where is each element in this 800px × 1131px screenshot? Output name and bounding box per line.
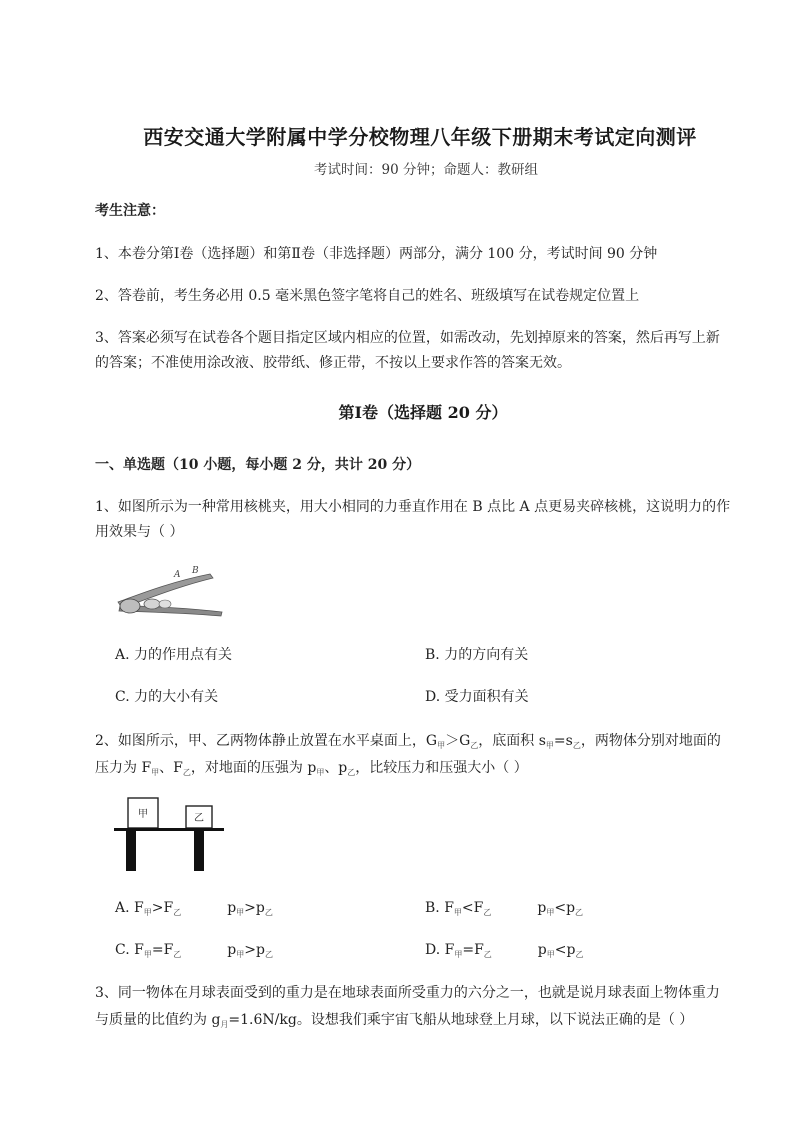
exam-subtitle: 考试时间：90 分钟；命题人：教研组: [314, 162, 538, 178]
question-1-text-cont: 用效果与（ ）: [95, 524, 184, 540]
q1-option-d[interactable]: D. 受力面积有关: [425, 689, 529, 705]
table-figure: [112, 795, 232, 875]
block-yi-label: 乙: [194, 813, 204, 824]
q2-option-d[interactable]: D. $F_甲=F_乙$ $p_甲<p_乙$: [425, 942, 584, 959]
q1-option-c[interactable]: C. 力的大小有关: [115, 689, 219, 705]
question-2-text-cont: 压力为 $F_甲$、$F_乙$，对地面的压强为 $p_甲$、$p_乙$，比较压力和压强大小（ ）: [95, 760, 528, 777]
table-leg-left: [126, 831, 136, 871]
question-1-text: 1、如图所示为一种常用核桃夹，用大小相同的力垂直作用在 B 点比 A 点更易夹碎核桃，这说明力的作: [95, 499, 731, 515]
label-a: A: [174, 570, 181, 580]
q1-option-b[interactable]: B. 力的方向有关: [425, 647, 529, 663]
q2-option-b[interactable]: B. $F_甲<F_乙$ $p_甲<p_乙$: [425, 900, 584, 917]
sub-jia: 甲: [437, 741, 446, 750]
label-b: B: [192, 566, 199, 576]
question-3-text: 3、同一物体在月球表面受到的重力是在地球表面所受重力的六分之一，也就是说月球表面上物体重力: [95, 985, 720, 1001]
question-2-text: 2、如图所示，甲、乙两物体静止放置在水平桌面上，$G_甲>G_乙$，底面积 $s_甲=s_乙$，两物体分别对地面的: [95, 733, 721, 750]
notice-item-1: 1、本卷分第Ⅰ卷（选择题）和第Ⅱ卷（非选择题）两部分，满分 100 分，考试时间 90 分钟: [95, 246, 658, 262]
nutcracker-drawing: [118, 574, 222, 616]
notice-item-3: 3、答案必须写在试卷各个题目指定区域内相应的位置，如需改动，先划掉原来的答案，然后再写上新: [95, 330, 720, 346]
nutcracker-figure: [110, 560, 230, 620]
notice-item-3-cont: 的答案；不准使用涂改液、胶带纸、修正带，不按以上要求作答的答案无效。: [95, 355, 571, 371]
table-top: [114, 828, 224, 831]
sub-yi: 乙: [470, 741, 479, 750]
exam-title: 西安交通大学附属中学分校物理八年级下册期末考试定向测评: [143, 125, 697, 149]
section-title: 第Ⅰ卷（选择题 20 分）: [338, 403, 508, 422]
q2-option-a[interactable]: A. $F_甲>F_乙$ $p_甲>p_乙$: [115, 900, 273, 917]
block-jia-label: 甲: [138, 809, 148, 820]
table-leg-right: [194, 831, 204, 871]
question-3-text-cont: 与质量的比值约为 $g_月=1.6N/kg$。设想我们乘宇宙飞船从地球登上月球，以下说法正确的是（ ）: [95, 1012, 694, 1029]
part-heading: 一、单选题（10 小题，每小题 2 分，共计 20 分）: [95, 457, 421, 473]
sub-yue: 月: [220, 1020, 229, 1029]
notice-item-2: 2、答卷前，考生务必用 0.5 毫米黑色签字笔将自己的姓名、班级填写在试卷规定位置上: [95, 288, 640, 304]
q2-option-c[interactable]: C. $F_甲=F_乙$ $p_甲>p_乙$: [115, 942, 273, 959]
q1-option-a[interactable]: A. 力的作用点有关: [115, 647, 233, 663]
notice-heading: 考生注意：: [95, 203, 165, 219]
